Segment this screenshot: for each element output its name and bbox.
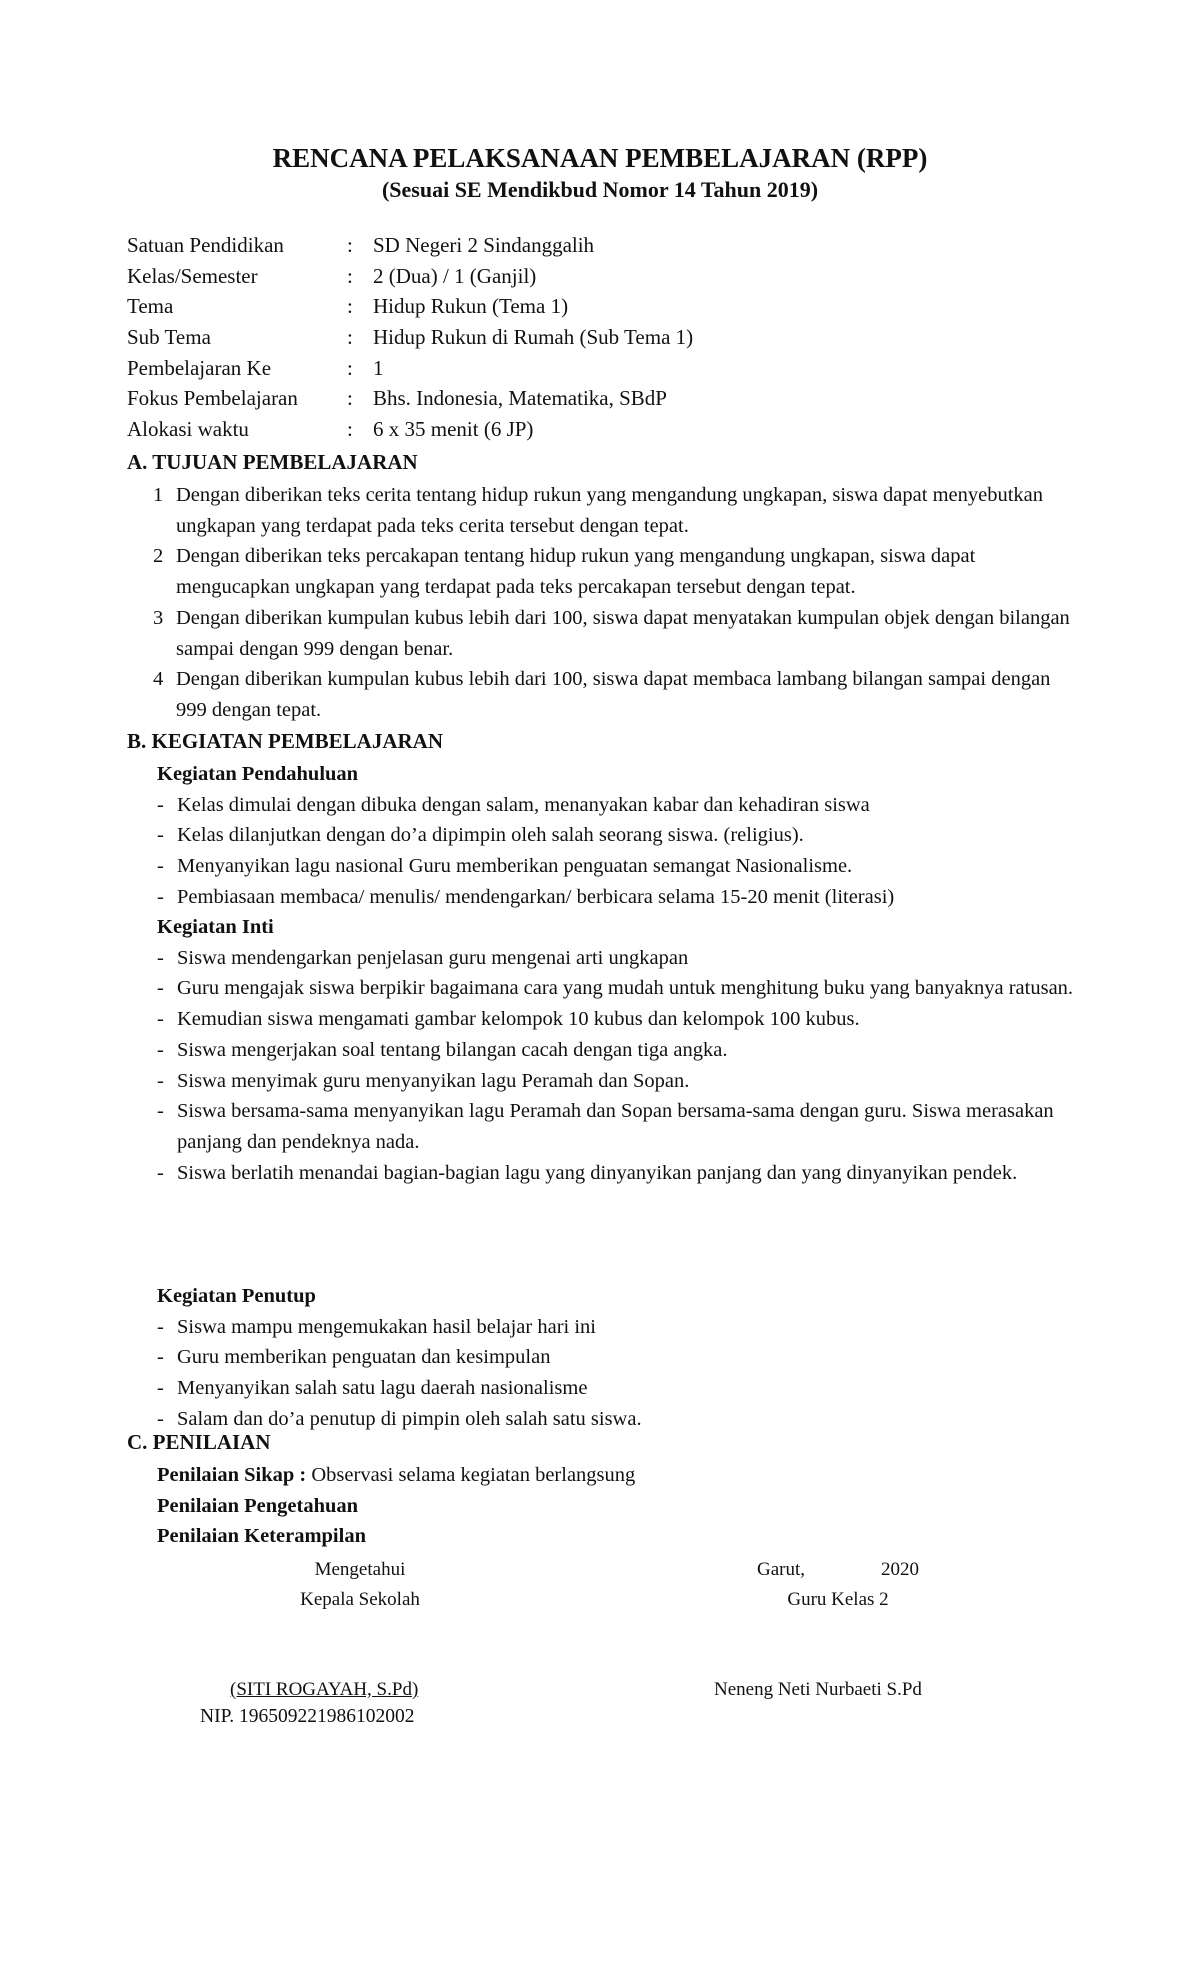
identity-label: Fokus Pembelajaran bbox=[127, 386, 298, 411]
teacher-name: Neneng Neti Nurbaeti S.Pd bbox=[714, 1679, 922, 1700]
item-number: 1 bbox=[153, 484, 164, 506]
item-number: 2 bbox=[153, 545, 164, 568]
list-item: - Siswa mendengarkan penjelasan guru mengenai arti ungkapan bbox=[157, 946, 689, 969]
closing-title: Kegiatan Penutup bbox=[157, 1285, 316, 1307]
identity-label: Tema bbox=[127, 294, 174, 319]
item-text: Dengan diberikan kumpulan kubus lebih dari 100, siswa dapat menyatakan kumpulan objek dengan bilangan sampai dengan 999 dengan benar. bbox=[176, 606, 1070, 660]
item-number: 4 bbox=[153, 668, 164, 691]
identity-colon: : bbox=[347, 294, 353, 319]
list-item: - Siswa bersama-sama menyanyikan lagu Peramah dan Sopan bersama-sama dengan guru. Siswa merasakan panjang dan pendeknya nada. bbox=[157, 1100, 1054, 1153]
identity-colon: : bbox=[347, 325, 353, 350]
teacher-title: Guru Kelas 2 bbox=[787, 1589, 889, 1610]
identity-colon: : bbox=[347, 263, 353, 288]
list-item: - Siswa mengerjakan soal tentang bilangan cacah dengan tiga angka. bbox=[157, 1038, 728, 1061]
identity-label: Sub Tema bbox=[127, 325, 211, 350]
item-text: Dengan diberikan kumpulan kubus lebih dari 100, siswa dapat membaca lambang bilangan sampai dengan 999 dengan tepat. bbox=[176, 668, 1051, 721]
list-item bbox=[153, 664, 1073, 725]
attitude-text: Observasi selama kegiatan berlangsung bbox=[306, 1464, 636, 1486]
attitude-label: Penilaian Sikap : bbox=[157, 1464, 307, 1486]
item-text: Siswa mengerjakan soal tentang bilangan cacah dengan tiga angka. bbox=[177, 1038, 728, 1061]
learning-objectives-list bbox=[153, 480, 1073, 726]
principal-title: Kepala Sekolah bbox=[300, 1589, 420, 1610]
list-item bbox=[153, 480, 1073, 541]
place-date bbox=[738, 1555, 938, 1585]
document-title: RENCANA PELAKSANAAN PEMBELAJARAN (RPP) bbox=[272, 143, 928, 173]
item-text: Dengan diberikan teks cerita tentang hidup rukun yang mengandung ungkapan, siswa dapat menyebutkan ungkapan yang terdapat pada teks cerita tersebut dengan tepat. bbox=[176, 484, 1044, 537]
list-item: - Siswa menyimak guru menyanyikan lagu Peramah dan Sopan. bbox=[157, 1069, 690, 1092]
item-text: Siswa mampu mengemukakan hasil belajar hari ini bbox=[177, 1315, 596, 1338]
attitude-assessment bbox=[157, 1460, 635, 1491]
principal-nip: NIP. 196509221986102002 bbox=[200, 1706, 415, 1727]
teacher-signature-block bbox=[738, 1555, 938, 1615]
list-item bbox=[153, 603, 1073, 664]
list-item: - Salam dan do’a penutup di pimpin oleh salah satu siswa. bbox=[157, 1407, 642, 1430]
identity-label: Alokasi waktu bbox=[127, 417, 249, 442]
item-text: Pembiasaan membaca/ menulis/ mendengarkan/ berbicara selama 15-20 menit (literasi) bbox=[177, 885, 895, 908]
item-text: Salam dan do’a penutup di pimpin oleh salah satu siswa. bbox=[177, 1407, 642, 1430]
identity-row bbox=[127, 414, 693, 445]
identity-colon: : bbox=[347, 386, 353, 411]
section-b-heading: B. KEGIATAN PEMBELAJARAN bbox=[127, 729, 443, 753]
item-text: Kelas dimulai dengan dibuka dengan salam, menanyakan kabar dan kehadiran siswa bbox=[177, 793, 870, 816]
list-item: - Menyanyikan lagu nasional Guru memberikan penguatan semangat Nasionalisme. bbox=[157, 855, 853, 878]
identity-label: Pembelajaran Ke bbox=[127, 355, 272, 380]
identity-row bbox=[127, 322, 693, 353]
identity-label: Kelas/Semester bbox=[127, 263, 258, 288]
list-item: - Kelas dimulai dengan dibuka dengan salam, menanyakan kabar dan kehadiran siswa bbox=[157, 793, 870, 816]
list-item: - Menyanyikan salah satu lagu daerah nasionalisme bbox=[157, 1377, 588, 1400]
list-item: - Pembiasaan membaca/ menulis/ mendengarkan/ berbicara selama 15-20 menit (literasi) bbox=[157, 885, 895, 908]
identity-colon: : bbox=[347, 417, 353, 442]
item-text: Menyanyikan lagu nasional Guru memberikan penguatan semangat Nasionalisme. bbox=[177, 855, 853, 878]
document-subtitle: (Sesuai SE Mendikbud Nomor 14 Tahun 2019) bbox=[381, 177, 819, 202]
identity-label: Satuan Pendidikan bbox=[127, 233, 284, 257]
list-item: - Siswa mampu mengemukakan hasil belajar hari ini bbox=[157, 1315, 596, 1338]
list-item: - Kemudian siswa mengamati gambar kelompok 10 kubus dan kelompok 100 kubus. bbox=[157, 1008, 860, 1031]
item-text: Siswa berlatih menandai bagian-bagian lagu yang dinyanyikan panjang dan yang dinyanyikan pendek. bbox=[177, 1161, 1018, 1184]
identity-row bbox=[127, 230, 693, 261]
identity-value: 2 (Dua) / 1 (Ganjil) bbox=[373, 263, 537, 288]
identity-value: 1 bbox=[373, 355, 384, 380]
core-title: Kegiatan Inti bbox=[157, 916, 274, 938]
assessment-block bbox=[157, 1460, 635, 1552]
identity-value: Bhs. Indonesia, Matematika, SBdP bbox=[373, 386, 667, 411]
core-activities bbox=[157, 912, 1087, 1188]
opening-title: Kegiatan Pendahuluan bbox=[157, 763, 359, 785]
item-text: Guru mengajak siswa berpikir bagaimana cara yang mudah untuk menghitung buku yang banyaknya ratusan. bbox=[177, 977, 1074, 1000]
closing-activities bbox=[157, 1281, 1087, 1435]
item-text: Kemudian siswa mengamati gambar kelompok 10 kubus dan kelompok 100 kubus. bbox=[177, 1008, 860, 1031]
item-text: Menyanyikan salah satu lagu daerah nasionalisme bbox=[177, 1377, 588, 1400]
year: 2020 bbox=[881, 1559, 919, 1580]
list-item: - Guru memberikan penguatan dan kesimpulan bbox=[157, 1346, 551, 1369]
section-c-heading: C. PENILAIAN bbox=[127, 1430, 271, 1454]
acknowledged-label: Mengetahui bbox=[314, 1559, 406, 1580]
identity-colon: : bbox=[347, 355, 353, 380]
place: Garut, bbox=[756, 1559, 805, 1580]
identity-value: 6 x 35 menit (6 JP) bbox=[373, 417, 534, 442]
principal-signature-block bbox=[245, 1555, 475, 1615]
identity-value: Hidup Rukun (Tema 1) bbox=[373, 294, 569, 319]
item-text: Siswa mendengarkan penjelasan guru mengenai arti ungkapan bbox=[177, 946, 689, 969]
section-a-heading: A. TUJUAN PEMBELAJARAN bbox=[127, 450, 418, 474]
identity-row bbox=[127, 291, 693, 322]
item-text: Dengan diberikan teks percakapan tentang hidup rukun yang mengandung ungkapan, siswa dapat mengucapkan ungkapan yang terdapat pada teks percakapan tersebut dengan tepat. bbox=[176, 545, 976, 599]
identity-row bbox=[127, 353, 693, 384]
identity-table bbox=[127, 230, 693, 445]
list-item: - Siswa berlatih menandai bagian-bagian lagu yang dinyanyikan panjang dan yang dinyanyikan pendek. bbox=[157, 1161, 1018, 1184]
list-item: - Guru mengajak siswa berpikir bagaimana cara yang mudah untuk menghitung buku yang banyaknya ratusan. bbox=[157, 977, 1074, 1000]
identity-row bbox=[127, 261, 693, 292]
skill-assessment: Penilaian Keterampilan bbox=[157, 1525, 366, 1548]
item-number: 3 bbox=[153, 606, 164, 629]
item-text: Siswa menyimak guru menyanyikan lagu Peramah dan Sopan. bbox=[177, 1069, 690, 1092]
identity-colon: : bbox=[347, 233, 353, 257]
item-text: Siswa bersama-sama menyanyikan lagu Peramah dan Sopan bersama-sama dengan guru. Siswa merasakan panjang dan pendeknya nada. bbox=[177, 1100, 1054, 1153]
list-item bbox=[153, 541, 1073, 602]
identity-row bbox=[127, 383, 693, 414]
principal-name: (SITI ROGAYAH, S.Pd) bbox=[230, 1679, 419, 1700]
identity-value: Hidup Rukun di Rumah (Sub Tema 1) bbox=[373, 325, 694, 350]
opening-activities bbox=[157, 759, 1087, 913]
list-item: - Kelas dilanjutkan dengan do’a dipimpin oleh salah seorang siswa. (religius). bbox=[157, 824, 804, 847]
knowledge-assessment: Penilaian Pengetahuan bbox=[157, 1494, 359, 1517]
item-text: Kelas dilanjutkan dengan do’a dipimpin oleh salah seorang siswa. (religius). bbox=[177, 824, 804, 847]
identity-value: SD Negeri 2 Sindanggalih bbox=[373, 233, 595, 257]
item-text: Guru memberikan penguatan dan kesimpulan bbox=[177, 1346, 551, 1369]
